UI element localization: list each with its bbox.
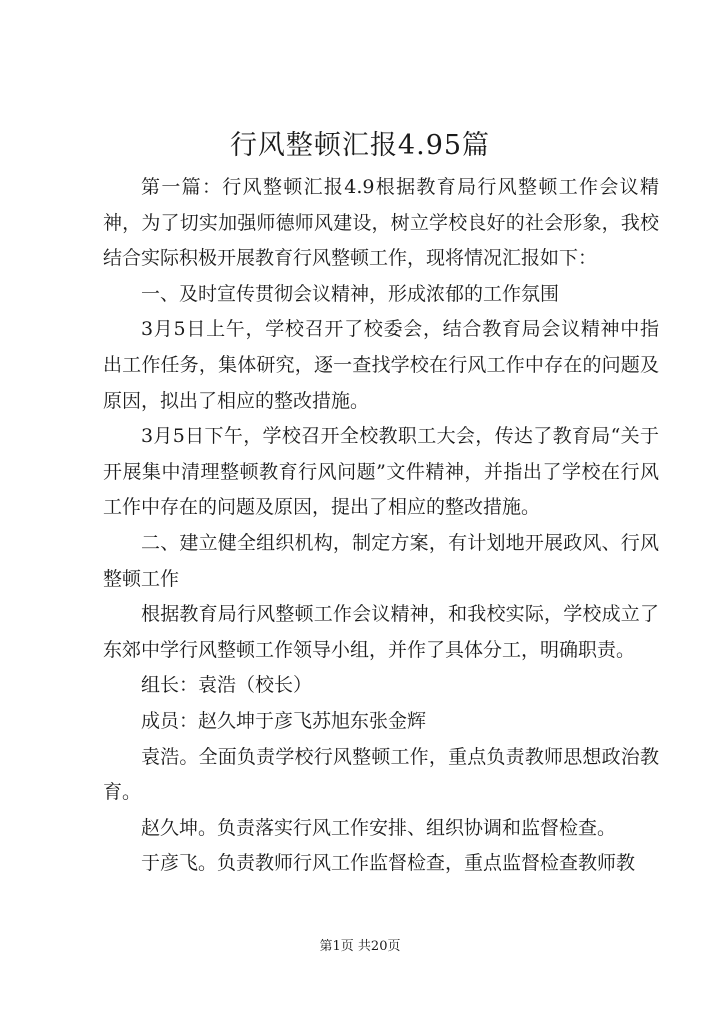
paragraph: 根据教育局行风整顿工作会议精神，和我校实际，学校成立了东郊中学行风整顿工作领导小组，并作了具体分工，明确职责。	[103, 603, 659, 661]
paragraph: 第一篇：行风整顿汇报4.9根据教育局行风整顿工作会议精神，为了切实加强师德师风建设，树立学校良好的社会形象，我校结合实际积极开展教育行风整顿工作，现将情况汇报如下：	[103, 176, 659, 270]
paragraph: 组长：袁浩（校长）	[141, 674, 313, 697]
paragraph: 3月5日下午，学校召开全校教职工大会，传达了教育局“关于开展集中清理整顿教育行风问题”文件精神，并指出了学校在行风工作中存在的问题及原因，提出了相应的整改措施。	[103, 425, 659, 519]
paragraph: 于彦飞。负责教师行风工作监督检查，重点监督检查教师教	[141, 852, 636, 875]
document-body	[103, 170, 659, 882]
paragraph: 袁浩。全面负责学校行风整顿工作，重点负责教师思想政治教育。	[103, 745, 659, 804]
section-heading: 一、及时宣传贯彻会议精神，形成浓郁的工作氛围	[141, 282, 560, 305]
paragraph: 成员：赵久坤于彦飞苏旭东张金辉	[141, 709, 427, 732]
document-title: 行风整顿汇报4.95篇	[229, 130, 491, 161]
paragraph: 赵久坤。负责落实行风工作安排、组织协调和监督检查。	[141, 816, 617, 839]
section-heading: 二、建立健全组织机构，制定方案，有计划地开展政风、行风整顿工作	[103, 531, 659, 590]
paragraph: 3月5日上午，学校召开了校委会，结合教育局会议精神中指出工作任务，集体研究，逐一查找学校在行风工作中存在的问题及原因，拟出了相应的整改措施。	[103, 318, 659, 412]
page-footer: 第1页 共20页	[319, 939, 401, 954]
